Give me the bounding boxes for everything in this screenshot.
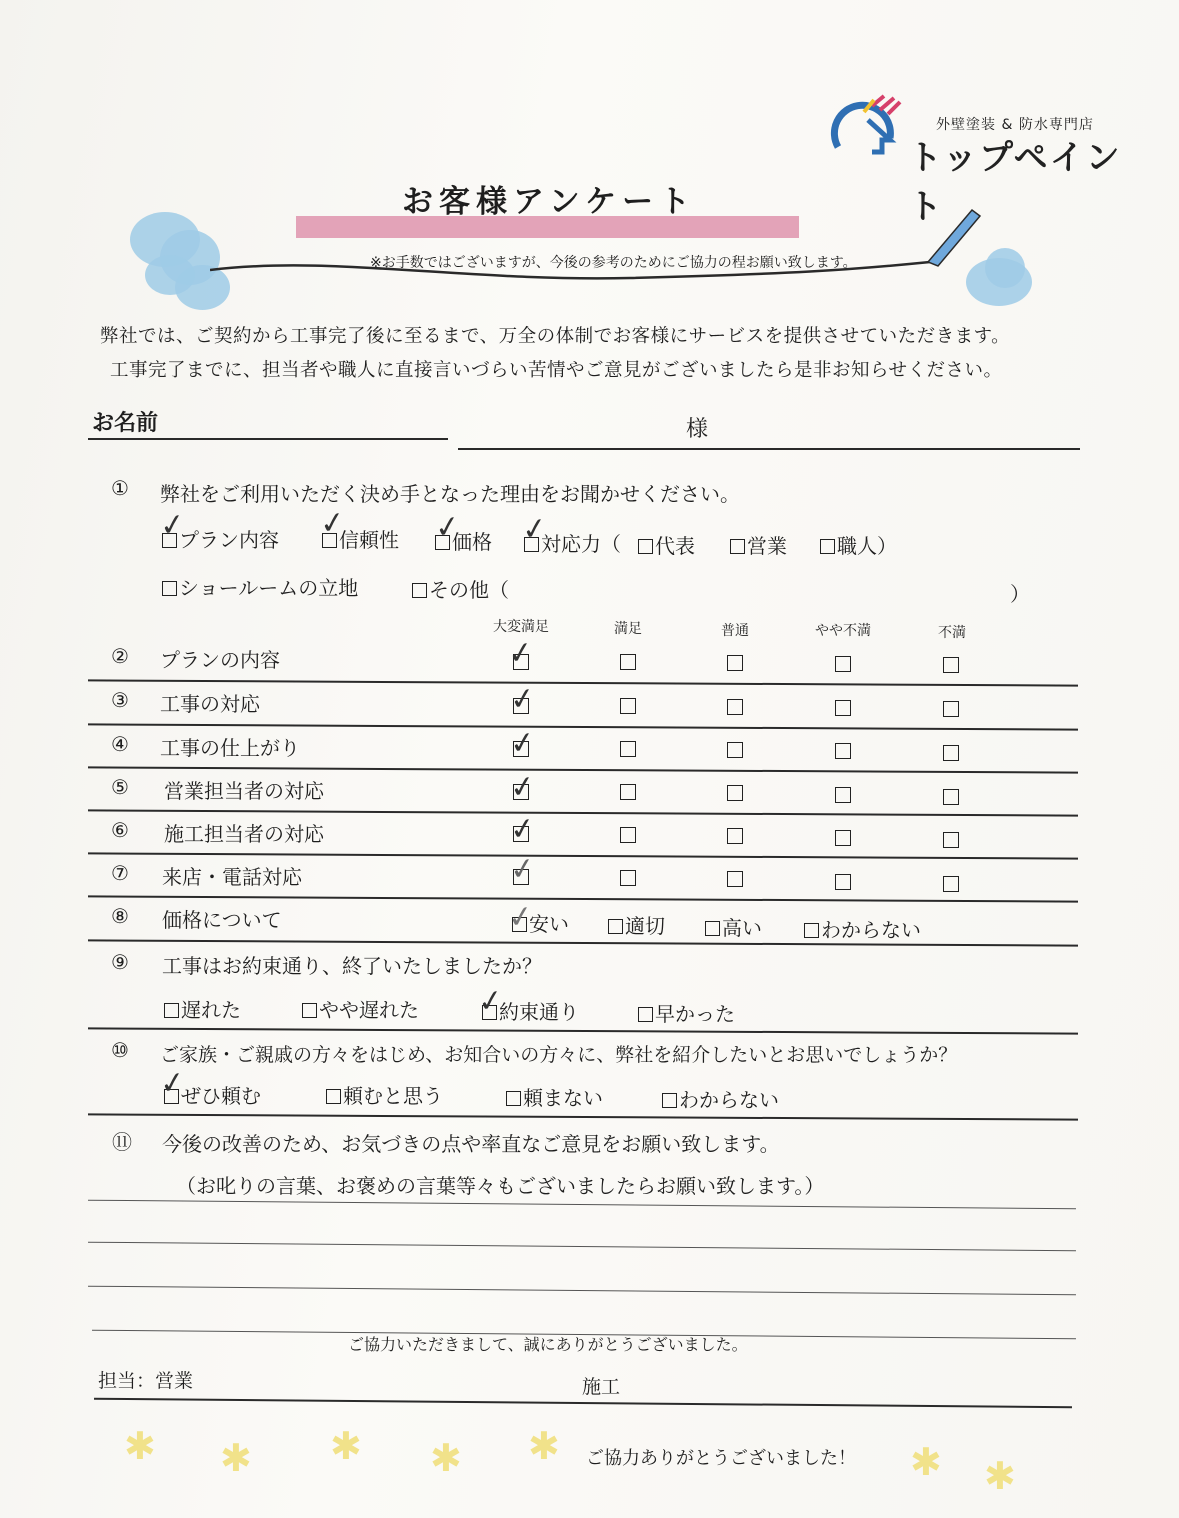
q8-option-high[interactable] (705, 912, 762, 941)
q9-number: ⑨ (111, 950, 129, 974)
q1-option-response-label: 対応力（ (541, 532, 621, 556)
q7-box-4[interactable] (835, 874, 851, 890)
comment-line-2[interactable] (88, 1242, 1076, 1252)
q7-box-3[interactable] (727, 871, 743, 887)
q1-text: 弊社をご利用いただく決め手となった理由をお聞かせください。 (160, 482, 740, 506)
star-icon: ✱ (430, 1436, 462, 1480)
q8-option-fair[interactable] (608, 910, 665, 939)
q1-option-other-close: ） (1010, 582, 1030, 606)
q2-box-4[interactable] (835, 656, 851, 672)
scale-header-average: 普通 (721, 623, 749, 639)
q3-box-3[interactable] (727, 699, 743, 715)
q10-option-probably[interactable] (326, 1080, 443, 1109)
q3-box-4[interactable] (835, 700, 851, 716)
q3-text: 工事の対応 (160, 692, 260, 716)
thanks-message: ご協力いただきまして、誠にありがとうございました。 (348, 1335, 748, 1354)
q7-number: ⑦ (111, 861, 129, 885)
scale-header-very-satisfied: 大変満足 (493, 619, 549, 635)
q9-text: 工事はお約束通り、終了いたしましたか？ (162, 954, 542, 978)
q10-option-definitely-label: ぜひ頼む (181, 1084, 261, 1108)
page-title: お客様アンケート (402, 184, 697, 220)
q6-box-5[interactable] (943, 832, 959, 848)
q3-box-2[interactable] (620, 698, 636, 714)
q9-option-early-label: 早かった (655, 1002, 735, 1026)
q8-check: ✓ (505, 898, 536, 937)
q9-option-slightly-late[interactable] (302, 994, 419, 1023)
q1-number: ① (111, 476, 129, 500)
q6-box-3[interactable] (727, 828, 743, 844)
star-icon: ✱ (330, 1424, 362, 1468)
q5-box-2[interactable] (620, 784, 636, 800)
comment-line-3[interactable] (88, 1286, 1076, 1296)
q9-option-late-label: 遅れた (181, 998, 241, 1022)
q4-text: 工事の仕上がり (160, 736, 300, 760)
closing-thanks: ご協力ありがとうございました！ (586, 1448, 856, 1469)
q3-check: ✓ (507, 680, 538, 719)
q6-box-2[interactable] (620, 827, 636, 843)
q5-number: ⑤ (111, 775, 129, 799)
q1-option-rep[interactable] (638, 530, 695, 559)
q2-check: ✓ (505, 634, 536, 673)
star-icon: ✱ (220, 1436, 252, 1480)
q3-box-5[interactable] (943, 701, 959, 717)
q4-box-3[interactable] (727, 742, 743, 758)
q5-text: 営業担当者の対応 (164, 779, 324, 803)
q9-option-slightly-late-label: やや遅れた (319, 998, 419, 1022)
q1-option-craftsman-label: 職人） (837, 534, 897, 558)
q1-check-response: ✓ (519, 510, 550, 549)
q2-box-5[interactable] (943, 657, 959, 673)
star-icon: ✱ (984, 1454, 1016, 1498)
star-icon: ✱ (528, 1424, 560, 1468)
q6-box-4[interactable] (835, 830, 851, 846)
q11-subtext: （お叱りの言葉、お褒めの言葉等々もございましたらお願い致します。） (176, 1174, 825, 1198)
q11-number: ⑪ (112, 1130, 132, 1154)
star-icon: ✱ (124, 1424, 156, 1468)
row-divider (88, 895, 1078, 902)
q1-option-rep-label: 代表 (655, 534, 695, 558)
name-line-left (88, 438, 448, 440)
q3-number: ③ (111, 688, 129, 712)
q2-box-3[interactable] (727, 655, 743, 671)
q4-box-2[interactable] (620, 741, 636, 757)
q7-check: ✓ (507, 850, 538, 889)
q1-option-showroom[interactable] (162, 572, 358, 601)
name-suffix: 様 (686, 417, 709, 442)
q7-box-5[interactable] (943, 876, 959, 892)
q6-text: 施工担当者の対応 (164, 822, 324, 846)
q1-option-craftsman[interactable] (820, 530, 897, 559)
pencil-line-decoration (210, 200, 990, 300)
q10-number: ⑩ (111, 1038, 129, 1062)
q1-check-price: ✓ (432, 508, 463, 547)
q4-box-4[interactable] (835, 743, 851, 759)
q1-option-price-label: 価格 (452, 530, 492, 554)
q1-option-showroom-label: ショールームの立地 (179, 576, 359, 600)
name-line-right (458, 448, 1080, 450)
scale-header-satisfied: 満足 (614, 621, 642, 637)
q1-check-plan: ✓ (157, 506, 188, 545)
row-divider (88, 809, 1078, 816)
q1-option-other-label: その他（ (429, 578, 509, 602)
logo (828, 92, 1128, 227)
q1-option-other[interactable] (412, 574, 509, 603)
q10-option-probably-label: 頼むと思う (343, 1084, 443, 1108)
q2-box-2[interactable] (620, 654, 636, 670)
q1-option-plan-label: プラン内容 (179, 528, 279, 552)
scale-header-dissatisfied: 不満 (938, 625, 966, 641)
row-divider (88, 939, 1078, 946)
row-divider (88, 679, 1078, 686)
q8-text: 価格について (162, 908, 282, 932)
q10-option-unknown[interactable] (662, 1084, 779, 1113)
name-label: お名前 (92, 411, 159, 436)
q10-check: ✓ (157, 1064, 188, 1103)
q9-option-on-time-label: 約束通り (499, 1000, 579, 1024)
row-divider (88, 1027, 1078, 1034)
q8-option-cheap-label: 安い (529, 912, 569, 936)
q1-option-sales[interactable] (730, 530, 787, 559)
q7-text: 来店・電話対応 (162, 865, 302, 889)
staff-line (94, 1398, 1072, 1409)
intro-line-2: 工事完了までに、担当者や職人に直接言いづらい苦情やご意見がございましたら是非お知らせください。 (110, 360, 1003, 381)
q8-option-unknown[interactable] (804, 914, 921, 943)
q2-number: ② (111, 644, 129, 668)
q2-text: プランの内容 (160, 648, 280, 672)
star-icon: ✱ (910, 1440, 942, 1484)
q1-option-trust-label: 信頼性 (339, 528, 399, 552)
q10-option-unknown-label: わからない (679, 1088, 779, 1112)
q5-box-3[interactable] (727, 785, 743, 801)
note: ※お手数ではございますが、今後の参考のためにご協力の程お願い致します。 (370, 255, 857, 271)
q9-option-early[interactable] (638, 998, 735, 1027)
q8-option-high-label: 高い (722, 916, 762, 940)
q10-text: ご家族・ご親戚の方々をはじめ、お知合いの方々に、弊社を紹介したいとお思いでしょうか？ (160, 1044, 958, 1066)
scale-header-somewhat-dissatisfied: やや不満 (815, 623, 871, 639)
row-divider (88, 1113, 1078, 1120)
q6-number: ⑥ (111, 818, 129, 842)
q7-box-2[interactable] (620, 870, 636, 886)
staff-sales-label: 担当：営業 (98, 1370, 194, 1392)
q4-box-5[interactable] (943, 745, 959, 761)
q6-check: ✓ (507, 810, 538, 849)
q8-number: ⑧ (111, 904, 129, 928)
row-divider (88, 766, 1078, 773)
comment-line-1[interactable] (88, 1200, 1076, 1210)
logo-tagline: 外壁塗装 & 防水専門店 (936, 117, 1094, 133)
q5-box-4[interactable] (835, 787, 851, 803)
row-divider (88, 852, 1078, 859)
q5-box-5[interactable] (943, 789, 959, 805)
house-brush-icon (828, 92, 908, 172)
q9-check: ✓ (475, 982, 506, 1021)
q8-option-unknown-label: わからない (821, 918, 921, 942)
logo-name: トップペイント (908, 138, 1122, 227)
q8-option-fair-label: 適切 (625, 914, 665, 938)
q1-check-trust: ✓ (317, 504, 348, 543)
q1-option-sales-label: 営業 (747, 534, 787, 558)
staff-construction-label: 施工 (582, 1376, 621, 1398)
q4-check: ✓ (507, 724, 538, 763)
q4-number: ④ (111, 732, 129, 756)
q10-option-no[interactable] (506, 1082, 603, 1111)
row-divider (88, 723, 1078, 730)
q9-option-late[interactable] (164, 994, 241, 1023)
intro-line-1: 弊社では、ご契約から工事完了後に至るまで、万全の体制でお客様にサービスを提供させていただきます。 (100, 326, 1011, 347)
q10-option-no-label: 頼まない (523, 1086, 603, 1110)
q5-check: ✓ (507, 768, 538, 807)
q11-text: 今後の改善のため、お気づきの点や率直なご意見をお願い致します。 (162, 1132, 780, 1156)
